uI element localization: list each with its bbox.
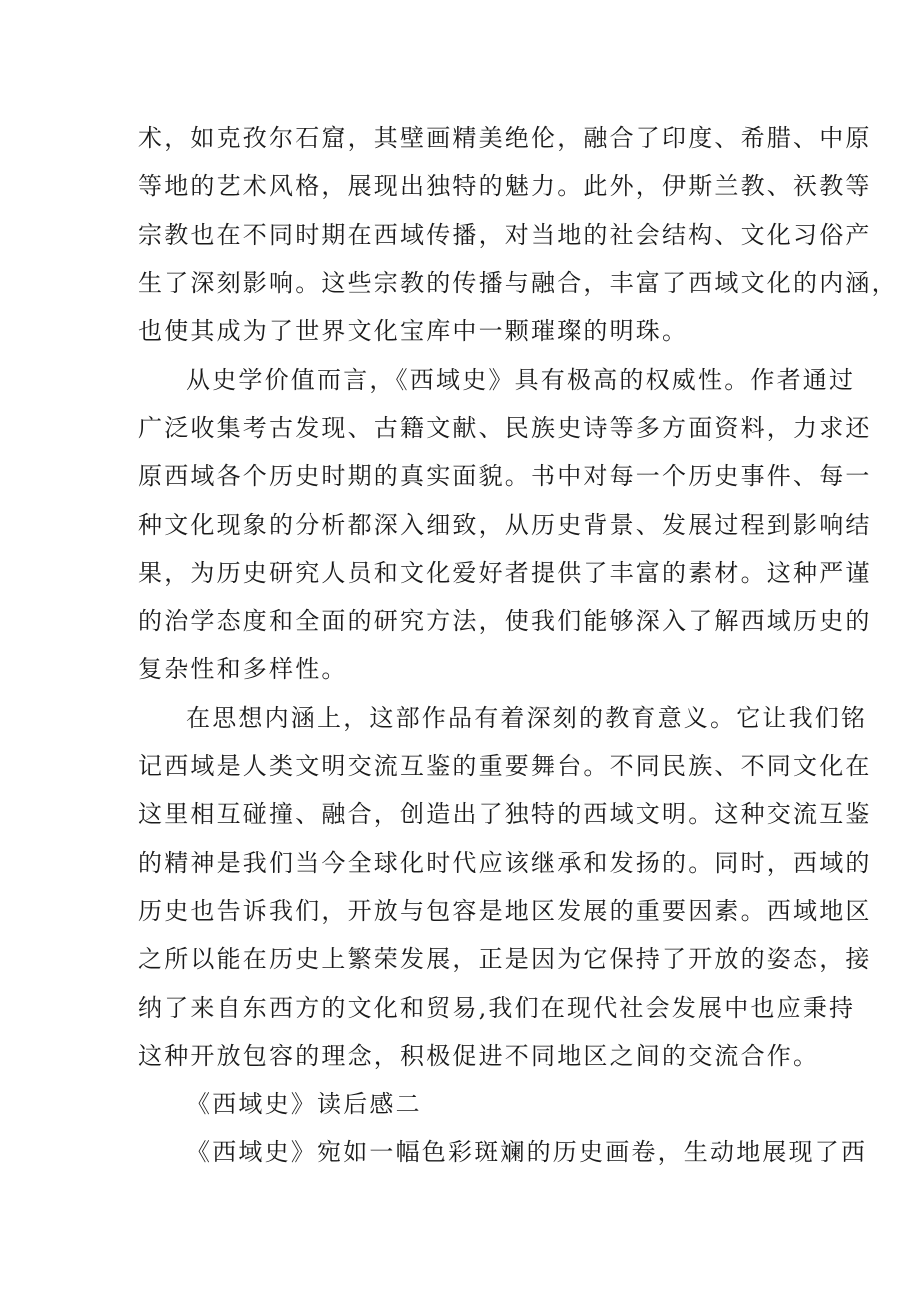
text-line: 复杂性和多样性。: [138, 655, 348, 683]
text-line: 纳了来自东西方的文化和贸易,我们在现代社会发展中也应秉持: [138, 994, 856, 1022]
paragraph-start-line: 《西域史》宛如一幅色彩斑斓的历史画卷，生动地展现了西: [186, 1138, 868, 1166]
text-line: 历史也告诉我们，开放与包容是地区发展的重要因素。西域地区: [138, 897, 872, 925]
text-line: 这里相互碰撞、融合，创造出了独特的西域文明。这种交流互鉴: [138, 800, 872, 828]
text-line: 种文化现象的分析都深入细致，从历史背景、发展过程到影响结: [138, 511, 872, 539]
text-line: 果，为历史研究人员和文化爱好者提供了丰富的素材。这种严谨: [138, 559, 872, 587]
text-line: 术，如克孜尔石窟，其壁画精美绝伦，融合了印度、希腊、中原: [138, 124, 872, 152]
text-line: 原西域各个历史时期的真实面貌。书中对每一个历史事件、每一: [138, 462, 872, 490]
paragraph-start-line: 从史学价值而言，《西域史》具有极高的权威性。作者通过: [186, 366, 856, 394]
text-line: 生了深刻影响。这些宗教的传播与融合，丰富了西域文化的内涵，: [138, 269, 898, 297]
paragraph-start-line: 在思想内涵上，这部作品有着深刻的教育意义。它让我们铭: [186, 704, 868, 732]
section-heading: 《西域史》读后感二: [186, 1090, 422, 1118]
text-line: 的精神是我们当今全球化时代应该继承和发扬的。同时，西域的: [138, 849, 872, 877]
text-line: 这种开放包容的理念，积极促进不同地区之间的交流合作。: [138, 1042, 820, 1070]
text-line: 也使其成为了世界文化宝库中一颗璀璨的明珠。: [138, 317, 689, 345]
text-line: 等地的艺术风格，展现出独特的魅力。此外，伊斯兰教、祆教等: [138, 172, 872, 200]
text-line: 广泛收集考古发现、古籍文献、民族史诗等多方面资料，力求还: [138, 414, 872, 442]
text-line: 宗教也在不同时期在西域传播，对当地的社会结构、文化习俗产: [138, 221, 872, 249]
text-line: 的治学态度和全面的研究方法，使我们能够深入了解西域历史的: [138, 607, 872, 635]
text-line: 记西域是人类文明交流互鉴的重要舞台。不同民族、不同文化在: [138, 752, 872, 780]
text-line: 之所以能在历史上繁荣发展，正是因为它保持了开放的姿态，接: [138, 945, 872, 973]
